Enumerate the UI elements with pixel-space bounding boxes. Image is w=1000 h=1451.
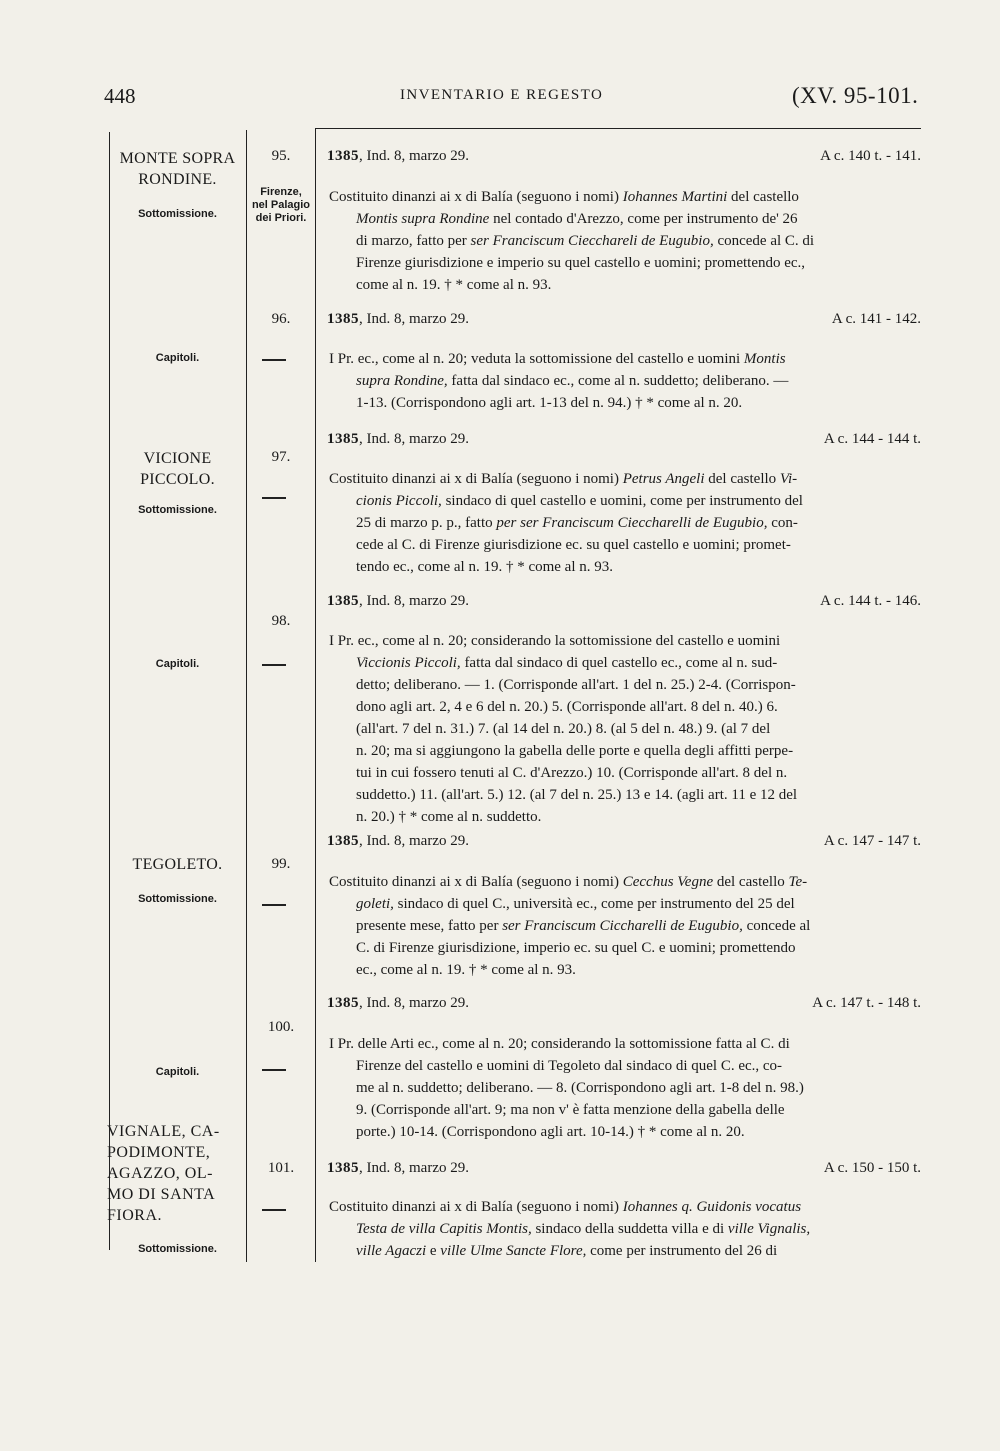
dash-mark — [262, 359, 286, 361]
dash-mark — [262, 904, 286, 906]
text-line: suddetto.) 11. (all'art. 5.) 12. (al 7 del n. 25.) 13 e 14. (agli art. 11 e 12 del — [356, 787, 798, 803]
entry-heading — [327, 833, 921, 857]
text-line: I Pr. ec., come al n. 20; considerando la sottomissione del castello e uomini — [329, 633, 781, 649]
entry-text — [329, 1033, 921, 1143]
archive-reference: A c. 147 - 147 t. — [823, 833, 921, 849]
place-label: Capitoli. — [155, 352, 200, 364]
entry-number: 98. — [271, 613, 291, 629]
entry-text — [329, 348, 921, 414]
place-label: Sottomissione. — [138, 893, 217, 905]
entry-text — [329, 630, 921, 828]
place-name-monte-sopra-rondine: MONTE SOPRA RONDINE. — [119, 150, 236, 188]
text-line: I Pr. ec., come al n. 20; veduta la sottomissione del castello e uomini Montis — [329, 351, 786, 367]
archive-reference: A c. 140 t. - 141. — [820, 148, 921, 164]
archive-reference: A c. 141 - 142. — [831, 311, 921, 327]
entry-year: 1385 — [327, 995, 359, 1011]
section-reference: (XV. 95-101. — [792, 83, 919, 108]
dash-mark — [262, 497, 286, 499]
text-line: Costituito dinanzi ai x di Balía (seguono i nomi) Cecchus Vegne del castello Te- — [329, 874, 808, 890]
text-line: ville Agaczi e ville Ulme Sancte Flore, come per instrumento del 26 di — [356, 1243, 778, 1259]
text-line: ec., come al n. 19. † * come al n. 93. — [356, 962, 576, 978]
entry-heading — [327, 148, 921, 172]
text-line: 9. (Corrisponde all'art. 9; ma non v' è fatta menzione della gabella delle — [356, 1102, 785, 1118]
place-label: Capitoli. — [155, 1066, 200, 1078]
entry-number: 99. — [271, 856, 291, 872]
text-line: I Pr. delle Arti ec., come al n. 20; considerando la sottomissione fatta al C. di — [329, 1036, 790, 1052]
entry-year: 1385 — [327, 311, 359, 327]
entry-number: 100. — [267, 1019, 295, 1035]
entry-year: 1385 — [327, 148, 359, 164]
entry-number: 96. — [271, 311, 291, 327]
place-name-tegoleto: TEGOLETO. — [132, 856, 223, 873]
entry-text — [329, 186, 921, 296]
text-line: Testa de villa Capitis Montis, sindaco della suddetta villa e di ville Vignalis, — [356, 1221, 811, 1237]
text-line: cionis Piccoli, sindaco di quel castello e uomini, come per instrumento del — [356, 493, 803, 509]
text-line: porte.) 10-14. (Corrispondono agli art. 10-14.) † * come al n. 20. — [356, 1124, 745, 1140]
text-line: Costituito dinanzi ai x di Balía (seguono i nomi) Iohannes Martini del castello — [329, 189, 799, 205]
text-line: 25 di marzo p. p., fatto per ser Franciscum Cieccharelli de Eugubio, con- — [356, 515, 798, 531]
entry-date: , Ind. 8, marzo 29. — [359, 431, 469, 447]
text-line: 1-13. (Corrispondono agli art. 1-13 del n. 94.) † * come al n. 20. — [356, 395, 743, 411]
text-line: C. di Firenze giurisdizione, imperio ec. su quel C. e uomini; promettendo — [356, 940, 796, 956]
dash-mark — [262, 1069, 286, 1071]
text-line: Montis supra Rondine nel contado d'Arezzo, come per instrumento de' 26 — [356, 211, 798, 227]
text-line: come al n. 19. † * come al n. 93. — [356, 277, 552, 293]
text-line: n. 20.) † * come al n. suddetto. — [356, 809, 542, 825]
entry-date: , Ind. 8, marzo 29. — [359, 148, 469, 164]
text-column-rule — [315, 128, 316, 1262]
dash-mark — [262, 1209, 286, 1211]
entry-number: 101. — [267, 1160, 295, 1176]
text-line: Viccionis Piccoli, fatta dal sindaco di quel castello ec., come al n. sud- — [356, 655, 778, 671]
entry-year: 1385 — [327, 431, 359, 447]
text-line: goleti, sindaco di quel C., università ec., come per instrumento del 25 del — [356, 896, 795, 912]
entry-date: , Ind. 8, marzo 29. — [359, 593, 469, 609]
text-line: Firenze giurisdizione e imperio su quel castello e uomini; promettendo ec., — [356, 255, 806, 271]
text-line: presente mese, fatto per ser Franciscum Ciccharelli de Eugubio, concede al — [356, 918, 811, 934]
archive-reference: A c. 150 - 150 t. — [823, 1160, 921, 1176]
top-rule — [315, 128, 921, 129]
entry-year: 1385 — [327, 593, 359, 609]
dash-mark — [262, 664, 286, 666]
archive-reference: A c. 144 - 144 t. — [823, 431, 921, 447]
text-line: dono agli art. 2, 4 e 6 del n. 20.) 5. (Corrisponde all'art. 8 del n. 40.) 6. — [356, 699, 778, 715]
entry-text — [329, 468, 921, 578]
entry-date: , Ind. 8, marzo 29. — [359, 833, 469, 849]
text-line: n. 20; ma si aggiungono la gabella delle porte e quella degli affitti perpe- — [356, 743, 794, 759]
entry-number: 95. — [271, 148, 291, 164]
entry-date: , Ind. 8, marzo 29. — [359, 311, 469, 327]
entry-text — [329, 1196, 921, 1262]
running-title: INVENTARIO E REGESTO — [400, 87, 604, 103]
place-label: Sottomissione. — [138, 504, 217, 516]
place-name-vignale: VIGNALE, CA- PODIMONTE, AGAZZO, OL- MO DI SANTA FIORA. — [107, 1123, 220, 1224]
text-line: di marzo, fatto per ser Franciscum Ciecchareli de Eugubio, concede al C. di — [356, 233, 815, 249]
left-margin-rule — [109, 132, 110, 1250]
location-note: Firenze, nel Palagio dei Priori. — [251, 186, 311, 224]
entry-heading — [327, 431, 921, 455]
entry-text — [329, 871, 921, 981]
text-line: Costituito dinanzi ai x di Balía (seguono i nomi) Iohannes q. Guidonis vocatus — [329, 1199, 802, 1215]
entry-number: 97. — [271, 449, 291, 465]
entry-heading — [327, 311, 921, 335]
text-line: tendo ec., come al n. 19. † * come al n. 93. — [356, 559, 614, 575]
running-head — [0, 84, 1000, 114]
text-line: cede al C. di Firenze giurisdizione ec. su quel castello e uomini; promet- — [356, 537, 791, 553]
text-line: (all'art. 7 del n. 31.) 7. (al 14 del n. 20.) 8. (al 5 del n. 48.) 9. (al 7 del — [356, 721, 771, 737]
entry-heading — [327, 995, 921, 1019]
number-column-rule — [246, 130, 247, 1262]
entry-date: , Ind. 8, marzo 29. — [359, 995, 469, 1011]
archive-reference: A c. 144 t. - 146. — [820, 593, 921, 609]
text-line: supra Rondine, fatta dal sindaco ec., come al n. suddetto; deliberano. — — [356, 373, 789, 389]
entry-date: , Ind. 8, marzo 29. — [359, 1160, 469, 1176]
entry-year: 1385 — [327, 833, 359, 849]
place-label: Capitoli. — [155, 658, 200, 670]
entry-year: 1385 — [327, 1160, 359, 1176]
text-line: tui in cui fossero tenuti al C. d'Arezzo.) 10. (Corrisponde all'art. 8 del n. — [356, 765, 788, 781]
archive-reference: A c. 147 t. - 148 t. — [812, 995, 921, 1011]
text-line: Costituito dinanzi ai x di Balía (seguono i nomi) Petrus Angeli del castello Vi- — [329, 471, 798, 487]
place-name-vicione-piccolo: VICIONE PICCOLO. — [140, 450, 215, 488]
text-line: me al n. suddetto; deliberano. — 8. (Corrispondono agli art. 1-8 del n. 98.) — [356, 1080, 804, 1096]
entry-heading — [327, 1160, 921, 1184]
text-line: detto; deliberano. — 1. (Corrisponde all'art. 1 del n. 25.) 2-4. (Corrispon- — [356, 677, 796, 693]
page-number: 448 — [104, 84, 136, 108]
entry-heading — [327, 593, 921, 617]
place-label: Sottomissione. — [138, 1243, 217, 1255]
text-line: Firenze del castello e uomini di Tegoleto dal sindaco di quel C. ec., co- — [356, 1058, 783, 1074]
place-label: Sottomissione. — [138, 208, 217, 220]
